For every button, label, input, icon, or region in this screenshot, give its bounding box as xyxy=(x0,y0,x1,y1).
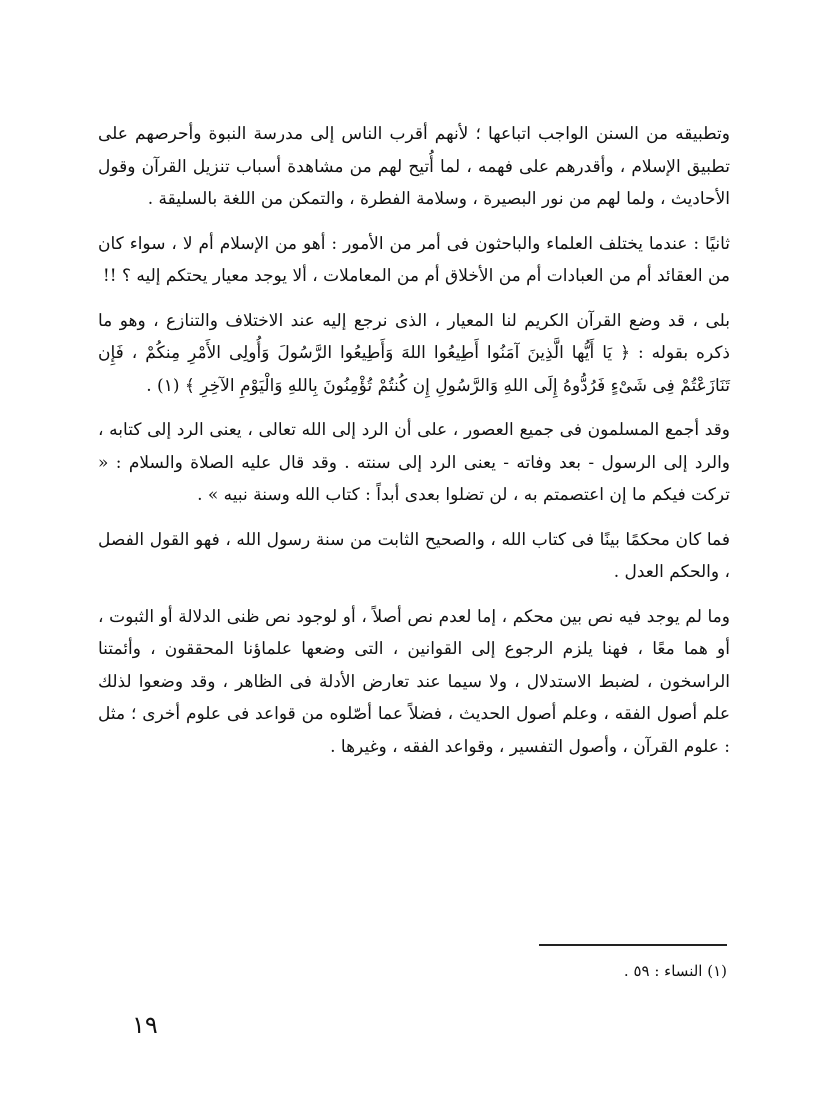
paragraph-5: فما كان محكمًا بينًا فى كتاب الله ، والصحيح الثابت من سنة رسول الله ، فهو القول الفصل ، والحكم العدل . xyxy=(98,529,730,582)
footnote: (١) النساء : ٥٩ . xyxy=(623,962,727,980)
paragraph-2: ثانيًا : عندما يختلف العلماء والباحثون فى أمر من الأمور : أهو من الإسلام أم لا ، سواء كان من العقائد أم من العبادات أم من الأخلاق أم من المعاملات ، ألا يوجد معيار يحتكم إليه ؟ !! xyxy=(98,233,730,286)
paragraph-6: وما لم يوجد فيه نص بين محكم ، إما لعدم نص أصلاً ، أو لوجود نص ظنى الدلالة أو الثبوت ، أو هما معًا ، فهنا يلزم الرجوع إلى القوانين ، التى وضعها علماؤنا المحققون ، وأئمتنا الراسخون ، لضبط الاستدلال ، ولا سيما عند تعارض الأدلة فى الظاهر ، وقد وضعوا لذلك علم أصول الفقه ، وعلم أصول الحديث ، فضلاً عما أصّلوه من قواعد فى علوم أخرى ؛ مثل : علوم القرآن ، وأصول التفسير ، وقواعد الفقه ، وغيرها . xyxy=(98,606,730,757)
paragraph-4: وقد أجمع المسلمون فى جميع العصور ، على أن الرد إلى الله تعالى ، يعنى الرد إلى كتابه ، والرد إلى الرسول - بعد وفاته - يعنى الرد إلى سنته . وقد قال عليه الصلاة والسلام : « تركت فيكم ما إن اعتصمتم به ، لن تضلوا بعدى أبداً : كتاب الله وسنة نبيه » . xyxy=(98,420,730,505)
paragraph-1: وتطبيقه من السنن الواجب اتباعها ؛ لأنهم أقرب الناس إلى مدرسة النبوة وأحرصهم على تطبيق الإسلام ، وأقدرهم على فهمه ، لما أُتيح لهم من مشاهدة أسباب تنزيل القرآن وقول الأحاديث ، ولما لهم من نور البصيرة ، وسلامة الفطرة ، والتمكن من اللغة بالسليقة . xyxy=(98,124,730,209)
page-number: ١٩ xyxy=(132,1011,158,1039)
footnote-divider xyxy=(539,944,727,946)
body-text xyxy=(98,118,730,775)
paragraph-3: بلى ، قد وضع القرآن الكريم لنا المعيار ، الذى نرجع إليه عند الاختلاف والتنازع ، وهو ما ذكره بقوله : ﴿ يَا أَيُّها الَّذِينَ آمَنُوا أَطِيعُوا اللهَ وَأَطِيعُوا الرَّسُولَ وَأُولِى الأَمْرِ مِنكُمْ ، فَإِن تَنَازَعْتُمْ فِى شَىْءٍ فَرُدُّوهُ إِلَى اللهِ وَالرَّسُولِ إِن كُنتُمْ تُؤْمِنُونَ بِاللهِ وَالْيَوْمِ الآخِرِ ﴾ (١) . xyxy=(98,310,730,396)
